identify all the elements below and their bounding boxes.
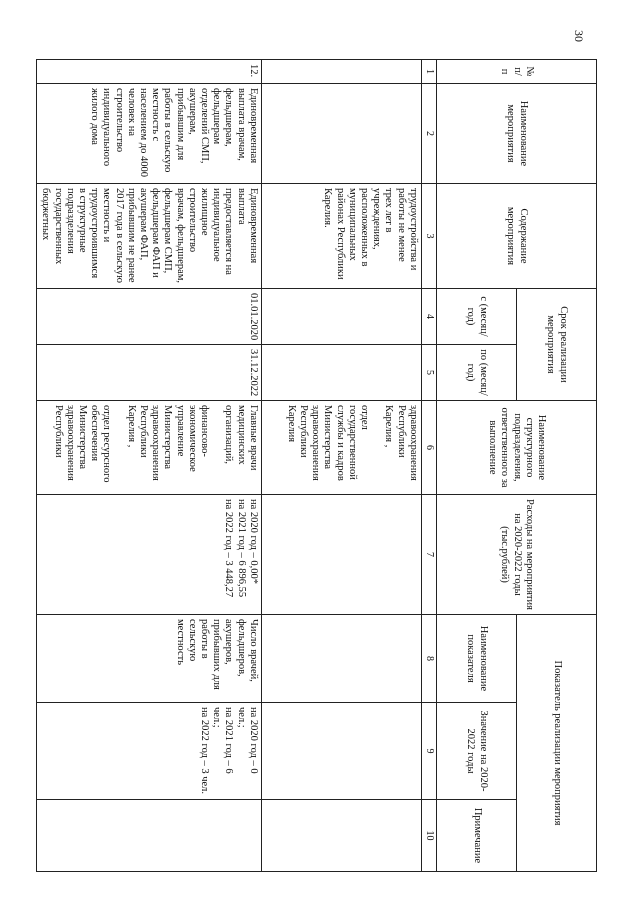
row-to: 31.12.2022 [37,345,262,401]
header-content: Содержание мероприятия [437,184,597,289]
header-name: Наименование мероприятия [437,84,597,184]
table-row [261,60,421,872]
column-number: 8 [421,615,436,703]
header-expenses: Расходы на мероприятия на 2020-2022 годы (тыс.рублей) [437,495,597,615]
row-num: 12. [37,60,262,84]
header-responsible: Наименование структурного подразделения, ответственного за выполнение [437,401,597,495]
header-num: № п/ п [437,60,597,84]
row-note [261,800,421,872]
row-from: 01.01.2020 [37,289,262,345]
column-number: 9 [421,703,436,800]
table-row [37,60,262,872]
row-indicator-name: Число врачей, фельдшеров, акушеров, прибывших для работы в сельскую местность [37,615,262,703]
column-number: 1 [421,60,436,84]
column-number: 10 [421,800,436,872]
column-number: 7 [421,495,436,615]
header-note: Примечание [437,800,517,872]
header-row-1 [517,60,597,872]
page-number: 30 [572,30,586,42]
row-indicator-value [261,703,421,800]
column-number: 4 [421,289,436,345]
column-number: 2 [421,84,436,184]
column-number: 3 [421,184,436,289]
row-name: Единовременная выплата врачам, фельдшерам, фельдшерам отделений СМП, акушерам, прибывшим для работы в сельскую местность с населением до 4000 человек на строительство индивидуального жилого дома [37,84,262,184]
row-from [261,289,421,345]
row-expenses: на 2020 год – 0,00* на 2021 год – 6 896,55 на 2022 год – 3 448,27 [37,495,262,615]
header-to: по (месяц/ год) [437,345,517,401]
row-indicator-name [261,615,421,703]
header-indicator-value: Значение на 2020-2022 годы [437,703,517,800]
header-term-group: Срок реализации мероприятия [517,289,597,401]
row-expenses [261,495,421,615]
column-number: 5 [421,345,436,401]
column-number: 6 [421,401,436,495]
column-number-row [421,60,436,872]
rotated-table-container [40,59,597,871]
row-content: Единовременная выплата предоставляется на индивидуальное жилищное строительство врачам, фельдшерам, фельдшерам СМП, фельдшерам ФАП и акушерам ФАП, прибывшим не ранее 2017 года в сельскую местность и трудоустроившимся в структурные подразделения государственных бюджетных [37,184,262,289]
measures-table [36,59,597,872]
row-responsible: здравоохранения Республики Карелия , отдел государственной службы и кадров Министерства здравоохранения Республики Карелия [261,401,421,495]
row-note [37,800,262,872]
row-name [261,84,421,184]
header-indicator-group: Показатель реализации мероприятия [517,615,597,872]
row-responsible: Главные врачи медицинских организаций, финансово-экономическое управление Министерства здравоохранения Республики Карелия , отдел ресурсного обеспечения Министерства здравоохранения Республики [37,401,262,495]
row-to [261,345,421,401]
row-num [261,60,421,84]
row-content: трудоустройства и работы не менее трех лет в учреждениях, расположенных в муниципальных районах Республики Карелия. [261,184,421,289]
header-indicator-name: Наименование показателя [437,615,517,703]
header-from: с (месяц/ год) [437,289,517,345]
row-indicator-value: на 2020 год – 0 чел.; на 2021 год – 6 чел.; на 2022 год – 3 чел. [37,703,262,800]
